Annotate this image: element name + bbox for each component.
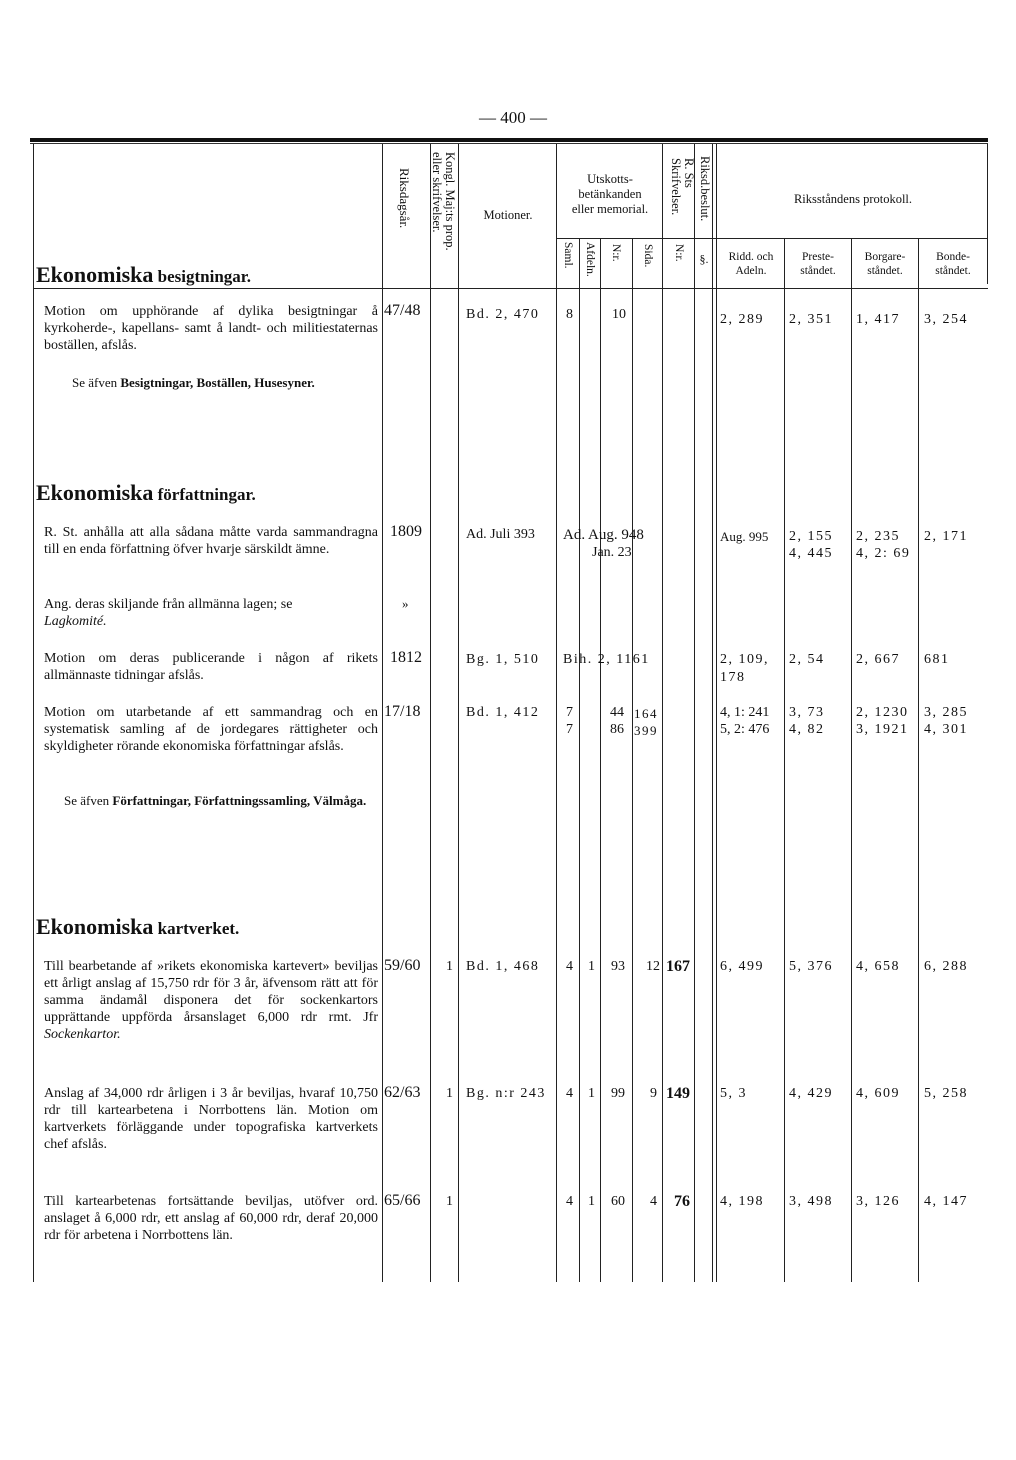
cell-utskott: Bih. 2, 1161 [563, 652, 650, 667]
cell-motion: Bd. 1, 468 [466, 959, 540, 974]
entry-text: Motion om utarbetande af ett sammandrag och en systematisk samling af de jordegares rättigheter och skyldigheter rörande ekonomiska författningar afslås. [44, 705, 378, 754]
section-title: Ekonomiska författningar. [36, 480, 256, 505]
rule-subheader [556, 238, 988, 239]
cell-motion: Bd. 2, 470 [466, 307, 540, 322]
cell-preste: 2, 155 [789, 529, 833, 544]
cell-sida: 164 [634, 706, 658, 721]
cell-borgare: 3, 126 [856, 1194, 900, 1209]
cell-borgare: 4, 609 [856, 1086, 900, 1101]
header-paragraph: §. [699, 252, 709, 266]
cell-ridd: Aug. 995 [720, 529, 769, 544]
cell-motion: Bg. n:r 243 [466, 1086, 546, 1101]
cell-motion: Bd. 1, 412 [466, 705, 540, 720]
cell-ridd-2: 178 [720, 670, 746, 685]
cell-sida: 12 [646, 959, 660, 974]
cell-saml: 4 [566, 959, 573, 974]
rule-riksd [712, 144, 713, 1282]
rule-motion [556, 144, 557, 1282]
cell-afdeln: 1 [588, 1194, 595, 1209]
see-also: Se äfven Författningar, Författningssamling, Välmåga. [64, 793, 367, 808]
cell-afdeln: 1 [588, 959, 595, 974]
rule-saml [579, 238, 580, 1282]
cell-nr: 10 [612, 307, 626, 322]
cell-preste: 5, 376 [789, 959, 833, 974]
entry-text: Anslag af 34,000 rdr årligen i 3 år beviljas, hvaraf 10,750 rdr till kartearbetena i Norrbottens län. Motion om kartverkets förläggande under topografiska kartverkets chef afslås. [44, 1086, 378, 1152]
rule-preste [851, 238, 852, 1282]
header-utskotts: Utskotts- betänkanden eller memorial. [571, 172, 649, 216]
header-nr1: N:r. [610, 244, 622, 262]
cell-rsts: 149 [666, 1085, 690, 1102]
cell-ridd: 5, 3 [720, 1086, 747, 1101]
cell-nr: 44 [610, 705, 624, 720]
cell-bonde: 4, 147 [924, 1194, 968, 1209]
rule-right [987, 144, 988, 284]
cell-sida-2: 399 [634, 723, 658, 738]
header-preste: Preste- ståndet. [800, 251, 836, 277]
cell-borgare-2: 3, 1921 [856, 722, 909, 737]
header-saml: Saml. [562, 242, 574, 269]
header-riksdagsar: Riksdagsår. [397, 168, 412, 229]
cell-year: 62/63 [384, 1084, 421, 1101]
cell-nr-2: 86 [610, 722, 624, 737]
cell-motion: Ad. Juli 393 [466, 527, 535, 542]
entry-text: Motion om upphörande af dylika besigtningar å kyrkoherde-, kapellans- samt å landt- och militiestaternas boställen, afslås. [44, 304, 378, 353]
cell-borgare-2: 4, 2: 69 [856, 546, 911, 561]
top-rule-thin [30, 143, 988, 144]
cell-utskott-2: Jan. 23 [592, 545, 632, 560]
cell-preste: 2, 351 [789, 312, 833, 327]
header-sida: Sida. [642, 244, 654, 268]
cell-bonde: 5, 258 [924, 1086, 968, 1101]
cell-year: » [402, 596, 409, 611]
cell-borgare: 2, 667 [856, 652, 900, 667]
cell-kongl: 1 [446, 959, 453, 974]
cell-bonde: 3, 254 [924, 312, 968, 327]
cell-year: 17/18 [384, 703, 421, 720]
header-kongl: Kongl. Maj:ts prop. eller skrifvelser. [430, 152, 457, 251]
cell-year: 1809 [390, 523, 422, 540]
rule-header-bottom [33, 288, 988, 289]
header-nr2: N:r. [673, 244, 685, 262]
rule-rsts [694, 144, 695, 1282]
cell-borgare: 2, 235 [856, 529, 900, 544]
cell-bonde: 6, 288 [924, 959, 968, 974]
cell-bonde: 2, 171 [924, 529, 968, 544]
cell-bonde: 681 [924, 652, 950, 667]
cell-preste-2: 4, 82 [789, 722, 825, 737]
rule-riksd2 [716, 144, 717, 1282]
cell-year: 47/48 [384, 302, 421, 319]
rule-left [33, 144, 34, 1282]
cell-nr: 93 [611, 959, 625, 974]
rule-desc [382, 144, 383, 1282]
rule-ridd [784, 238, 785, 1282]
cell-borgare: 4, 658 [856, 959, 900, 974]
cell-year: 65/66 [384, 1192, 421, 1209]
header-rsts: R. Sts Skrifvelser. [669, 158, 696, 216]
entry-text: Motion om deras publicerande i någon af rikets allmännaste tidningar afslås. [44, 651, 378, 683]
cell-preste: 3, 498 [789, 1194, 833, 1209]
header-motioner: Motioner. [483, 208, 533, 222]
cell-nr: 99 [611, 1086, 625, 1101]
rule-kongl [458, 144, 459, 1282]
cell-saml: 4 [566, 1194, 573, 1209]
cell-afdeln: 1 [588, 1086, 595, 1101]
header-protokoll: Riksståndens protokoll. [793, 192, 913, 206]
cell-saml: 4 [566, 1086, 573, 1101]
cell-year: 1812 [390, 649, 422, 666]
cell-ridd-2: 5, 2: 476 [720, 722, 770, 737]
entry-text: R. St. anhålla att alla sådana måtte varda sammandragna till en enda författning öfver hvarje särskildt ämne. [44, 525, 378, 557]
cell-ridd: 2, 289 [720, 312, 764, 327]
cell-sida: 4 [650, 1194, 657, 1209]
cell-sida: 9 [650, 1086, 657, 1101]
cell-saml: 7 [566, 705, 573, 720]
rule-afdeln [600, 238, 601, 1282]
cell-ridd: 6, 499 [720, 959, 764, 974]
cell-kongl: 1 [446, 1194, 453, 1209]
cell-saml: 8 [566, 307, 573, 322]
rule-year [430, 144, 431, 1282]
cell-ridd: 2, 109, [720, 652, 769, 667]
cell-preste: 3, 73 [789, 705, 825, 720]
cell-borgare: 2, 1230 [856, 705, 909, 720]
top-rule [30, 138, 988, 142]
rule-nr [632, 238, 633, 1282]
rule-borgare [918, 238, 919, 1282]
cell-bonde: 3, 285 [924, 705, 968, 720]
entry-text: Till bearbetande af »rikets ekonomiska kartevert» beviljas ett årligt anslag af 15,750 rdr för 3 år, äfvensom rätt att för samma ändamål disponera det för sockenkartors upprättande uppförda årsanslaget 6,000 rdr rmt. Jfr Sockenkartor. [44, 959, 378, 1042]
section-title: Ekonomiska besigtningar. [36, 262, 252, 287]
cell-nr: 60 [611, 1194, 625, 1209]
header-ridd: Ridd. och Adeln. [728, 251, 774, 277]
cell-bonde-2: 4, 301 [924, 722, 968, 737]
header-afdeln: Afdeln. [584, 242, 596, 277]
cell-ridd: 4, 1: 241 [720, 705, 770, 720]
cell-ridd: 4, 198 [720, 1194, 764, 1209]
cell-preste-2: 4, 445 [789, 546, 833, 561]
cell-rsts: 76 [674, 1193, 690, 1210]
header-bonde: Bonde- ståndet. [935, 251, 971, 277]
see-also: Se äfven Besigtningar, Boställen, Husesyner. [72, 375, 315, 390]
cell-rsts: 167 [666, 958, 690, 975]
page-number: — 400 — [479, 108, 547, 127]
cell-borgare: 1, 417 [856, 312, 900, 327]
cell-year: 59/60 [384, 957, 421, 974]
entry-text: Ang. deras skiljande från allmänna lagen; se Lagkomité. [44, 597, 293, 629]
cell-kongl: 1 [446, 1086, 453, 1101]
header-riksd-beslut: Riksd.beslut. [698, 156, 712, 222]
header-borgare: Borgare- ståndet. [864, 251, 906, 277]
rule-sida [662, 144, 663, 1282]
cell-preste: 2, 54 [789, 652, 825, 667]
section-title: Ekonomiska kartverket. [36, 914, 240, 939]
cell-preste: 4, 429 [789, 1086, 833, 1101]
entry-text: Till kartearbetenas fortsättande beviljas, utöfver ord. anslaget å 6,000 rdr, ett anslag af 60,000 rdr, deraf 20,000 rdr för arbetena i Norrbottens län. [44, 1194, 378, 1243]
cell-saml-2: 7 [566, 722, 573, 737]
cell-motion: Bg. 1, 510 [466, 652, 540, 667]
cell-utskott: Ad. Aug. 948 [563, 527, 644, 543]
